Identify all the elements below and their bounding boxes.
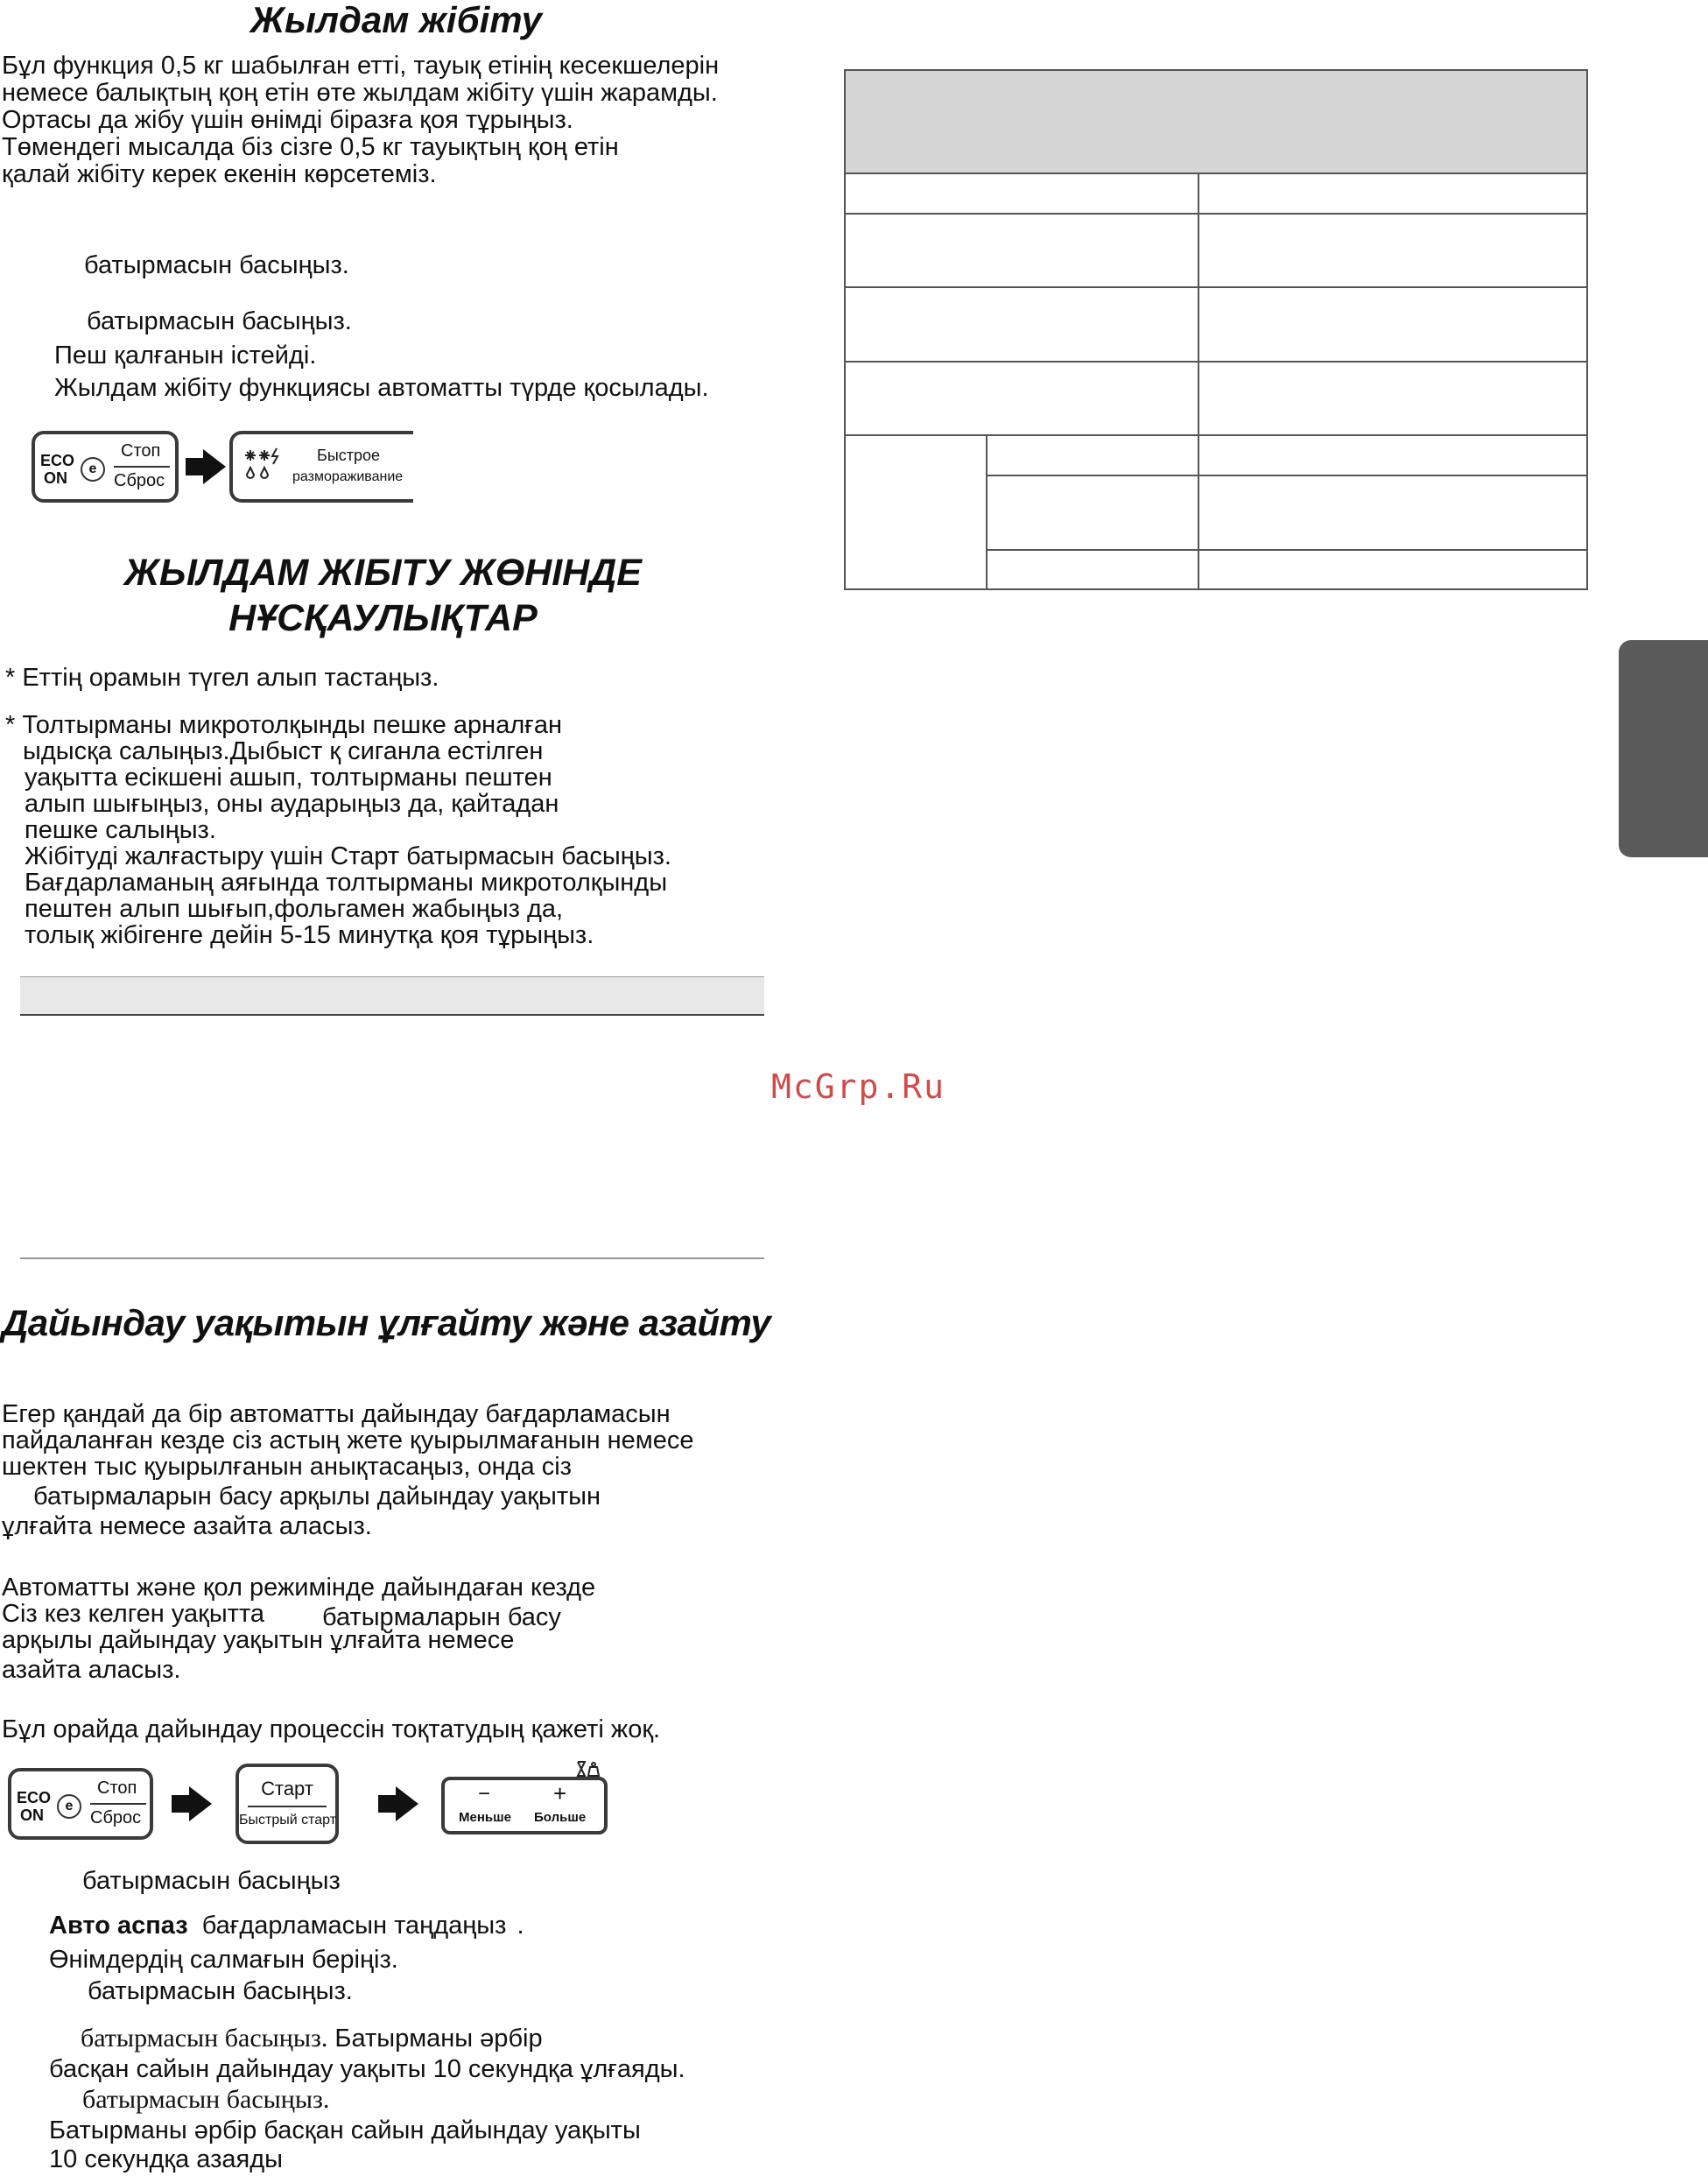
para2-line3: арқылы дайындау уақытын ұлғайта немесе bbox=[2, 1626, 515, 1654]
table-row-line bbox=[986, 549, 1588, 551]
eco-leaf-icon bbox=[81, 457, 105, 482]
on-label: ON bbox=[20, 1806, 44, 1824]
intro-line: қалай жібіту керек екенін көрсетеміз. bbox=[2, 160, 437, 188]
section-title-quick-defrost: Жылдам жібіту bbox=[250, 0, 542, 40]
less-more-buttons[interactable] bbox=[441, 1777, 608, 1834]
table-row-line bbox=[846, 361, 1588, 363]
step-decrease-10s: 10 секундқа азаяды bbox=[49, 2145, 283, 2173]
step-press-button: батырмасын басыңыз. bbox=[88, 1977, 353, 2005]
note-band bbox=[20, 976, 764, 1016]
table-col-line bbox=[986, 434, 988, 590]
para3: Бұл орайда дайындау процессін тоқтатудың қажеті жоқ. bbox=[2, 1715, 661, 1743]
divider bbox=[248, 1806, 327, 1807]
eco-e-letter: e bbox=[88, 461, 97, 476]
bullet-line: уақытта есікшені ашып, толтырманы пештен bbox=[25, 764, 552, 792]
table-header bbox=[846, 71, 1586, 174]
step-increase-10s: басқан сайын дайындау уақыты 10 секундқа ұлғаяды. bbox=[49, 2055, 685, 2083]
hourglass-weight-icon bbox=[576, 1760, 601, 1778]
quick-defrost-button[interactable] bbox=[229, 431, 413, 503]
intro-line: Ортасы да жібу үшін өнімді біразға қоя тұрыңыз. bbox=[2, 106, 573, 134]
step-press-button: батырмасын басыңыз bbox=[82, 1867, 341, 1895]
bullet-line: * Толтырманы микротолқынды пешке арналған bbox=[5, 711, 562, 739]
step-press-more bbox=[81, 2025, 543, 2052]
defrost-table bbox=[844, 69, 1588, 590]
plus-button[interactable] bbox=[531, 1782, 601, 1831]
eco-label: ECO bbox=[17, 1789, 52, 1806]
on-label: ON bbox=[44, 469, 67, 487]
para-line: ұлғайта немесе азайта аласыз. bbox=[2, 1512, 372, 1540]
para2-line4: азайта аласыз. bbox=[2, 1656, 181, 1684]
para-line: батырмаларын басу арқылы дайындау уақытын bbox=[33, 1482, 601, 1511]
para-line: шектен тыс қуырылғанын анықтасаңыз, онда сіз bbox=[2, 1453, 572, 1481]
bullet-remove-packaging: * Еттің орамын түгел алып тастаңыз. bbox=[5, 664, 439, 692]
table-row-line bbox=[846, 434, 1588, 436]
divider bbox=[90, 1803, 146, 1805]
bullet-line: толық жібігенге дейін 5-15 минутқа қоя тұрыңыз. bbox=[25, 921, 594, 949]
step-press-button: батырмасын басыңыз. bbox=[84, 251, 349, 279]
table-col-line bbox=[1198, 174, 1199, 590]
defrost-label-line2: размораживание bbox=[292, 469, 404, 484]
table-row-line bbox=[846, 286, 1588, 288]
table-row-line bbox=[986, 475, 1588, 476]
step-auto-defrost: Жылдам жібіту функциясы автоматты түрде қосылады. bbox=[54, 374, 709, 402]
step-press-button: батырмасын басыңыз. bbox=[87, 307, 352, 335]
para2-line2a: Сіз кез келген уақытта bbox=[2, 1600, 265, 1628]
more-label: Больше bbox=[534, 1810, 587, 1825]
para2-line1: Автоматты және қол режимінде дайындаған кезде bbox=[2, 1574, 596, 1602]
bullet-line: Бағдарламаның аяғында толтырманы микротолқынды bbox=[25, 869, 668, 897]
reset-label: Сброс bbox=[90, 1808, 142, 1827]
snowflake-drops-icon bbox=[242, 443, 285, 487]
intro-paragraph bbox=[2, 53, 719, 188]
para-line: Егер қандай да бір автоматты дайындау бағдарламасын bbox=[2, 1400, 671, 1428]
eco-label: ECO bbox=[40, 452, 75, 469]
para2-line2b: батырмаларын басу bbox=[322, 1603, 561, 1631]
auto-cook-rest: бағдарламасын таңдаңыз bbox=[201, 1912, 507, 1940]
stop-label: Стоп bbox=[121, 441, 161, 461]
eco-e-letter: e bbox=[65, 1799, 74, 1813]
eco-stop-reset-button[interactable] bbox=[32, 431, 179, 503]
press-button-serif: батырмасын басыңыз. bbox=[81, 2024, 328, 2053]
eco-stop-reset-button[interactable] bbox=[8, 1768, 153, 1840]
start-label: Старт bbox=[261, 1778, 313, 1799]
start-quick-start-button[interactable] bbox=[235, 1764, 339, 1844]
para-line: пайдаланған кезде сіз астың жете қуырылмағанын немесе bbox=[2, 1426, 694, 1454]
watermark: McGrp.Ru bbox=[771, 1067, 946, 1106]
step-enter-weight: Өнімдердің салмағын беріңіз. bbox=[49, 1946, 398, 1974]
minus-button[interactable] bbox=[453, 1782, 524, 1831]
section-title-cook-time: Дайындау уақытын ұлғайту және азайту bbox=[2, 1302, 771, 1343]
bullet-defrost-instructions bbox=[5, 712, 671, 948]
reset-label: Сброс bbox=[114, 471, 165, 490]
auto-cook-label: Авто аспаз bbox=[49, 1912, 188, 1940]
divider bbox=[114, 466, 170, 468]
plus-icon: + bbox=[553, 1780, 567, 1806]
each-press-text: Батырманы әрбір bbox=[334, 2025, 543, 2053]
guide-title-line1: ЖЫЛДАМ ЖІБІТУ ЖӨНІНДЕ bbox=[124, 552, 642, 594]
step-press-less: батырмасын басыңыз. bbox=[82, 2085, 330, 2114]
guide-title-line2: НҰСҚАУЛЫҚТАР bbox=[228, 597, 538, 639]
table-row-line bbox=[846, 213, 1588, 215]
bullet-line: Жібітуді жалғастыру үшін Старт батырмасын басыңыз. bbox=[25, 842, 671, 870]
auto-cook-dot: . bbox=[517, 1912, 524, 1940]
bullet-line: пешке салыңыз. bbox=[25, 816, 216, 844]
bullet-line: пештен алып шығып,фольгамен жабыңыз да, bbox=[25, 895, 564, 923]
defrost-label-line1: Быстрое bbox=[317, 447, 381, 464]
intro-line: немесе балықтың қоң етін өте жылдам жібіту үшін жарамды. bbox=[2, 79, 718, 107]
step-select-auto-cook bbox=[49, 1912, 524, 1939]
cook-time-paragraph-1 bbox=[2, 1401, 694, 1539]
quick-start-label: Быстрый старт bbox=[239, 1813, 337, 1827]
eco-leaf-icon bbox=[57, 1794, 81, 1819]
stop-label: Стоп bbox=[97, 1778, 137, 1798]
side-tab bbox=[1619, 640, 1708, 857]
bullet-line: алып шығыңыз, оны аударыңыз да, қайтадан bbox=[25, 790, 559, 818]
intro-line: Бұл функция 0,5 кг шабылған етті, тауық етінің кесекшелерін bbox=[2, 52, 720, 80]
minus-icon: − bbox=[478, 1782, 491, 1806]
step-each-press: Батырманы әрбір басқан сайын дайындау уақыты bbox=[49, 2116, 641, 2144]
intro-line: Төмендегі мысалда біз сізге 0,5 кг тауықтың қоң етін bbox=[2, 133, 619, 161]
section-title-defrost-guide bbox=[0, 550, 766, 641]
section-divider bbox=[20, 1257, 764, 1259]
less-label: Меньше bbox=[459, 1810, 511, 1825]
step-oven-works: Пеш қалғанын істейді. bbox=[54, 342, 317, 370]
bullet-line: ыдысқа салыңыз.Дыбыст қ сиганла естілген bbox=[23, 737, 544, 765]
